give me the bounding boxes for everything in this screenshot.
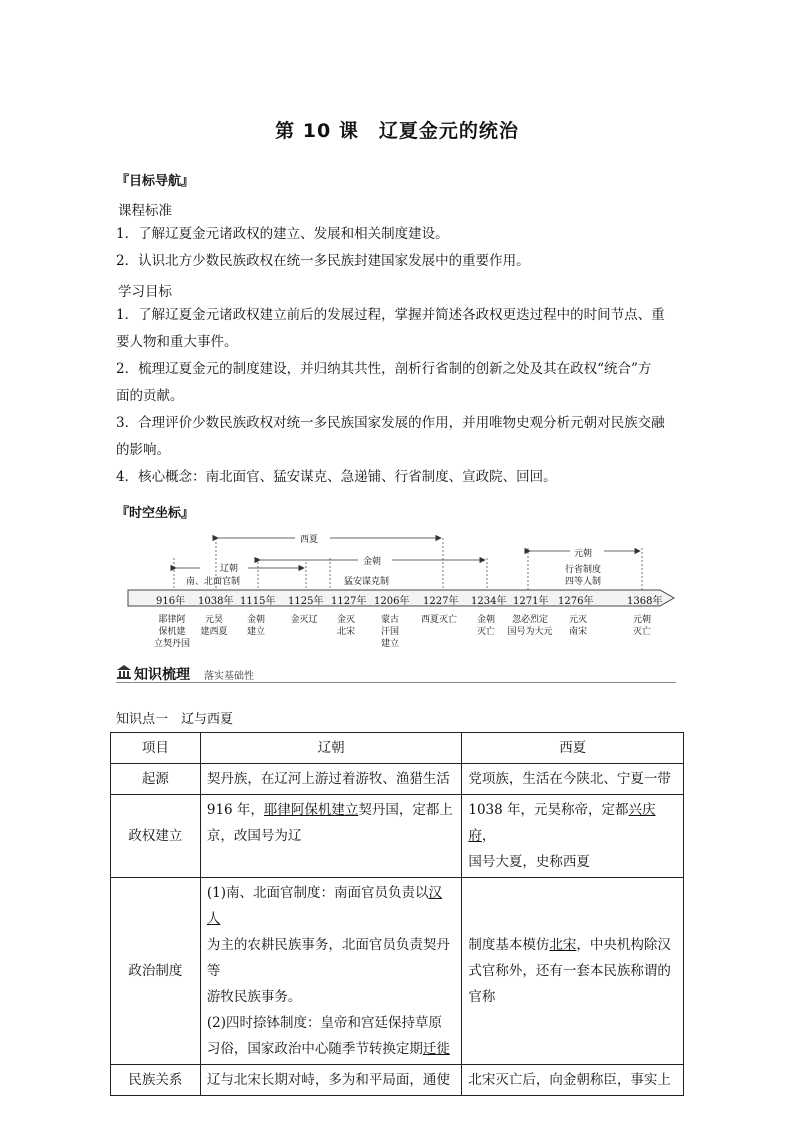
year-label: 1234年 <box>471 596 507 607</box>
comparison-table <box>110 732 684 1096</box>
curriculum-item: 2．认识北方少数民族政权在统一多民族封建国家发展中的重要作用。 <box>116 253 530 269</box>
goal-line: 2．梳理辽夏金元的制度建设，并归纳其共性，剖析行省制的创新之处及其在政权“统合”方 <box>116 361 652 377</box>
row-item-cell: 起源 <box>111 764 201 795</box>
event-label: 元朝 灭亡 <box>632 615 651 637</box>
cell-text: 制度基本模仿 <box>468 937 550 953</box>
cell-text: 国号大夏，史称西夏 <box>468 854 590 870</box>
goal-line: 的影响。 <box>116 442 170 458</box>
bank-icon <box>116 664 132 680</box>
cell-text: ，中央机构除汉 <box>576 937 671 953</box>
row-item-cell: 政权建立 <box>111 795 201 878</box>
goal-line: 1．了解辽夏金元诸政权建立前后的发展过程，掌握并简述各政权更迭过程中的时间节点、重 <box>116 307 665 323</box>
cell-text: 式官称外，还有一套本民族称谓的 <box>468 963 671 979</box>
xixia-cell <box>462 795 684 878</box>
xixia-cell: 北宋灭亡后，向金朝称臣，事实上 <box>462 1065 684 1096</box>
year-label: 1206年 <box>374 596 410 607</box>
year-label: 1368年 <box>627 596 663 607</box>
xixia-cell <box>462 878 684 1065</box>
cell-text: 习俗，国家政治中心随季节转换定期 <box>206 1041 423 1057</box>
year-label: 1127年 <box>331 596 367 607</box>
table-header-cell: 西夏 <box>462 733 684 764</box>
event-label: 耶律阿 保机建 立契丹国 <box>153 615 190 649</box>
knowledge-header-title: 知识梳理 <box>134 667 190 683</box>
liao-cell <box>200 795 462 878</box>
row-item-cell: 政治制度 <box>111 878 201 1065</box>
table-header-cell: 辽朝 <box>200 733 462 764</box>
cell-text: (1)南、北面官制度：南面官员负责以 <box>206 885 429 901</box>
span-yuan-system: 行省制度 <box>565 565 602 575</box>
cell-underlined-text: 汉人 <box>206 885 442 927</box>
table-row <box>111 764 684 795</box>
cell-text: ， <box>481 828 496 844</box>
year-label: 1038年 <box>198 596 234 607</box>
curriculum-standard-heading: 课程标准 <box>118 203 172 219</box>
table-row <box>111 795 684 878</box>
table-header-cell: 项目 <box>111 733 201 764</box>
span-liao: 辽朝 <box>220 564 239 574</box>
table-row <box>111 878 684 1065</box>
event-label: 金朝 灭亡 <box>476 615 495 637</box>
cell-underlined-text: 北宋 <box>549 937 577 953</box>
goal-nav-heading: 『目标导航』 <box>116 174 195 189</box>
cell-underlined-text: 兴庆府 <box>468 802 656 844</box>
curriculum-item: 1．了解辽夏金元诸政权的建立、发展和相关制度建设。 <box>116 226 449 242</box>
event-label: 元灭 南宋 <box>568 615 587 637</box>
event-label: 忽必烈定 国号为大元 <box>507 615 553 637</box>
cell-text: 1038 年，元昊称帝，定都 <box>468 802 629 818</box>
liao-cell: 辽与北宋长期对峙，多为和平局面，通使 <box>200 1065 462 1096</box>
span-yuan: 元朝 <box>574 549 593 559</box>
table-header-row <box>111 733 684 764</box>
spacetime-heading: 『时空坐标』 <box>116 506 195 521</box>
page-title: 第 10 课 辽夏金元的统治 <box>275 120 519 142</box>
span-liao-system: 南、北面官制 <box>186 577 241 587</box>
xixia-cell: 党项族，生活在今陕北、宁夏一带 <box>462 764 684 795</box>
year-label: 1227年 <box>423 596 459 607</box>
cell-text: 为主的农耕民族事务，北面官员负责契丹等 <box>206 937 450 979</box>
span-jin-system: 猛安谋克制 <box>344 577 390 587</box>
cell-text: (2)四时捺钵制度：皇帝和宫廷保持草原 <box>206 1015 442 1031</box>
goal-line: 面的贡献。 <box>116 388 184 404</box>
goal-line: 3．合理评价少数民族政权对统一多民族国家发展的作用，并用唯物史观分析元朝对民族交融 <box>116 415 665 431</box>
cell-text: 游牧民族事务。 <box>206 989 302 1005</box>
event-label: 蒙古 汗国 建立 <box>380 615 399 649</box>
year-label: 1115年 <box>240 596 276 607</box>
event-label: 金灭辽 <box>290 615 318 625</box>
row-item-cell: 民族关系 <box>111 1065 201 1096</box>
year-label: 1125年 <box>288 596 324 607</box>
event-label: 金灭 北宋 <box>336 615 355 637</box>
span-jin: 金朝 <box>363 557 382 567</box>
event-label: 西夏灭亡 <box>420 615 457 625</box>
event-label: 元昊 建西夏 <box>200 615 228 637</box>
year-label: 1271年 <box>513 596 549 607</box>
knowledge-header-rule <box>116 682 676 683</box>
year-label: 916年 <box>156 596 186 607</box>
cell-text: 官称 <box>468 989 496 1005</box>
cell-underlined-text: 耶律阿保机建立 <box>263 802 359 818</box>
liao-cell: 契丹族，在辽河上游过着游牧、渔猎生活 <box>200 764 462 795</box>
cell-text: 916 年， <box>206 802 264 818</box>
cell-text: 契丹国，定都上 <box>358 802 453 818</box>
year-label: 1276年 <box>558 596 594 607</box>
span-xixia: 西夏 <box>300 535 319 545</box>
goal-line: 要人物和重大事件。 <box>116 334 238 350</box>
cell-text: 京，改国号为辽 <box>206 828 302 844</box>
goal-line: 4．核心概念：南北面官、猛安谋克、急递铺、行省制度、宣政院、回回。 <box>116 469 557 485</box>
knowledge-point-title: 知识点一 辽与西夏 <box>116 712 234 727</box>
cell-underlined-text: 迁徙 <box>422 1041 450 1057</box>
knowledge-header-subtitle: 落实基础性 <box>204 671 254 682</box>
span-yuan-system: 四等人制 <box>565 577 602 587</box>
liao-cell <box>200 878 462 1065</box>
event-label: 金朝 建立 <box>246 615 265 637</box>
learning-goal-heading: 学习目标 <box>118 284 172 300</box>
table-row <box>111 1065 684 1096</box>
